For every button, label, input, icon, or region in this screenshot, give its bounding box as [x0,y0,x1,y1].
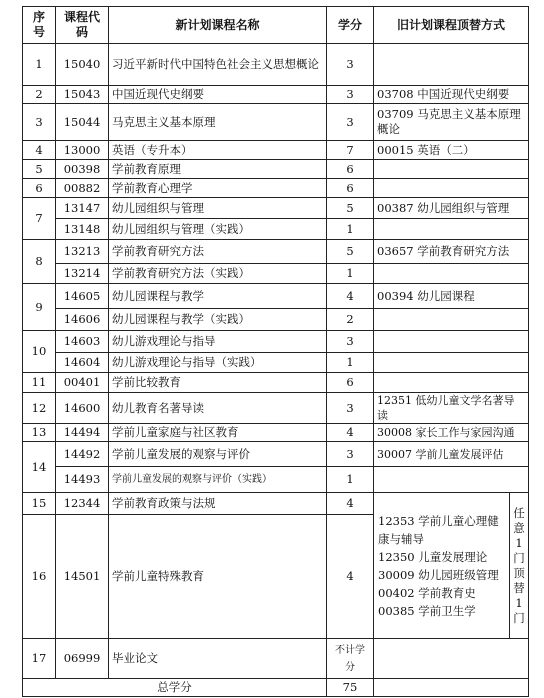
replace-cell: 00015 英语（二） [374,141,529,160]
alt-note-char: 门 [513,550,525,565]
code-cell: 12344 [56,493,109,515]
code-cell: 15044 [56,104,109,141]
seq-cell: 15 [23,493,56,515]
replace-cell [374,264,529,284]
code-cell: 00398 [56,160,109,179]
credit-cell: 3 [327,331,374,353]
table-row [23,639,529,679]
seq-cell: 4 [23,141,56,160]
alt-note [510,493,529,639]
alt-note-char: 替 [513,580,525,595]
seq-cell: 8 [23,240,56,284]
replace-cell [374,179,529,198]
header-code: 课程代码 [56,7,109,44]
table-row [23,160,529,179]
name-cell: 幼儿游戏理论与指导 [109,331,327,353]
table-row [23,284,529,309]
credit-cell: 7 [327,141,374,160]
name-cell: 学前教育原理 [109,160,327,179]
replace-cell [374,353,529,373]
total-label: 总学分 [23,679,327,697]
credit-cell: 1 [327,467,374,493]
total-row [23,679,529,697]
alt-item: 12353 学前儿童心理健康与辅导 [378,513,499,546]
replace-cell: 03709 马克思主义基本原理概论 [374,104,529,141]
credit-cell: 1 [327,219,374,240]
alt-note-text [511,506,527,626]
replace-cell: 30007 学前儿童发展评估 [374,442,529,467]
code-cell: 14501 [56,515,109,639]
name-cell: 学前教育研究方法（实践） [109,264,327,284]
table-row [23,104,529,141]
code-cell: 14494 [56,424,109,442]
credit-cell: 1 [327,353,374,373]
table-row [23,264,529,284]
credit-cell: 5 [327,198,374,219]
replace-cell [374,467,529,493]
alt-note-char: 1 [515,535,523,550]
alt-note-char: 顶 [513,565,525,580]
alt-item: 00385 学前卫生学 [378,603,476,618]
total-replace-cell [374,679,529,697]
seq-cell: 6 [23,179,56,198]
code-cell: 14603 [56,331,109,353]
name-cell: 学前儿童发展的观察与评价（实践） [109,467,327,493]
credit-cell: 4 [327,284,374,309]
table-row [23,141,529,160]
credit-cell: 不计学分 [327,639,374,679]
name-cell: 幼儿游戏理论与指导（实践） [109,353,327,373]
alt-note-char: 任 [513,505,525,520]
table-row [23,373,529,393]
seq-cell: 14 [23,442,56,493]
code-cell: 14605 [56,284,109,309]
name-cell: 幼儿园组织与管理（实践） [109,219,327,240]
seq-cell: 17 [23,639,56,679]
replace-cell: 00394 幼儿园课程 [374,284,529,309]
seq-cell: 10 [23,331,56,373]
replace-cell [374,219,529,240]
alt-note-char: 意 [513,520,525,535]
table-row [23,442,529,467]
credit-cell: 3 [327,86,374,104]
table-row [23,240,529,264]
header-seq: 序号 [23,7,56,44]
replace-cell: 30008 家长工作与家园沟通 [374,424,529,442]
name-cell: 幼儿教育名著导读 [109,393,327,424]
replace-cell [374,160,529,179]
header-replace: 旧计划课程顶替方式 [374,7,529,44]
table-row [23,331,529,353]
credit-cell: 4 [327,424,374,442]
credit-cell: 6 [327,160,374,179]
alt-note-char: 1 [515,595,523,610]
name-cell: 幼儿园课程与教学（实践） [109,309,327,331]
code-cell: 13000 [56,141,109,160]
code-cell: 00401 [56,373,109,393]
table-row [23,424,529,442]
name-cell: 中国近现代史纲要 [109,86,327,104]
code-cell: 13213 [56,240,109,264]
seq-cell: 9 [23,284,56,331]
name-cell: 英语（专升本） [109,141,327,160]
credit-cell: 3 [327,393,374,424]
alt-item: 30009 幼儿园班级管理 [378,567,499,582]
table-row [23,309,529,331]
table-row [23,44,529,86]
code-cell: 14492 [56,442,109,467]
header-name: 新计划课程名称 [109,7,327,44]
code-cell: 13214 [56,264,109,284]
code-cell: 15040 [56,44,109,86]
table-row [23,467,529,493]
code-cell: 14606 [56,309,109,331]
name-cell: 学前儿童家庭与社区教育 [109,424,327,442]
table-row [23,198,529,219]
name-cell: 学前教育心理学 [109,179,327,198]
alt-note-char: 门 [513,610,525,625]
name-cell: 学前比较教育 [109,373,327,393]
name-cell: 学前儿童特殊教育 [109,515,327,639]
table-row [23,493,529,515]
name-cell: 马克思主义基本原理 [109,104,327,141]
table-row [23,179,529,198]
seq-cell: 3 [23,104,56,141]
alt-item: 00402 学前教育史 [378,585,476,600]
table-row [23,393,529,424]
credit-cell: 1 [327,264,374,284]
name-cell: 毕业论文 [109,639,327,679]
replace-cell: 03657 学前教育研究方法 [374,240,529,264]
seq-cell: 16 [23,515,56,639]
credit-cell: 4 [327,515,374,639]
code-cell: 13148 [56,219,109,240]
seq-cell: 7 [23,198,56,240]
name-cell: 幼儿园组织与管理 [109,198,327,219]
credit-cell: 5 [327,240,374,264]
name-cell: 学前教育研究方法 [109,240,327,264]
total-value: 75 [327,679,374,697]
credit-cell: 3 [327,442,374,467]
seq-cell: 1 [23,44,56,86]
seq-cell: 5 [23,160,56,179]
code-cell: 15043 [56,86,109,104]
header-credit: 学分 [327,7,374,44]
name-cell: 学前教育政策与法规 [109,493,327,515]
code-cell: 14493 [56,467,109,493]
table-row [23,219,529,240]
seq-cell: 12 [23,393,56,424]
seq-cell: 2 [23,86,56,104]
replace-cell [374,639,529,679]
code-cell: 06999 [56,639,109,679]
replace-cell [374,373,529,393]
code-cell: 13147 [56,198,109,219]
seq-cell: 11 [23,373,56,393]
credit-cell: 6 [327,373,374,393]
replace-cell: 03708 中国近现代史纲要 [374,86,529,104]
credit-cell: 6 [327,179,374,198]
credit-cell: 3 [327,44,374,86]
credit-cell: 3 [327,104,374,141]
code-cell: 00882 [56,179,109,198]
code-cell: 14600 [56,393,109,424]
alt-item: 12350 儿童发展理论 [378,549,488,564]
code-cell: 14604 [56,353,109,373]
replace-cell [374,44,529,86]
replace-cell: 00387 幼儿园组织与管理 [374,198,529,219]
course-replacement-table [22,6,529,697]
replace-cell [374,331,529,353]
alternative-course-list [374,493,510,639]
name-cell: 学前儿童发展的观察与评价 [109,442,327,467]
table-row [23,86,529,104]
replace-cell [374,309,529,331]
credit-cell: 2 [327,309,374,331]
seq-cell: 13 [23,424,56,442]
name-cell: 幼儿园课程与教学 [109,284,327,309]
credit-cell: 4 [327,493,374,515]
name-cell: 习近平新时代中国特色社会主义思想概论 [109,44,327,86]
replace-cell: 12351 低幼儿童文学名著导读 [374,393,529,424]
table-row [23,353,529,373]
